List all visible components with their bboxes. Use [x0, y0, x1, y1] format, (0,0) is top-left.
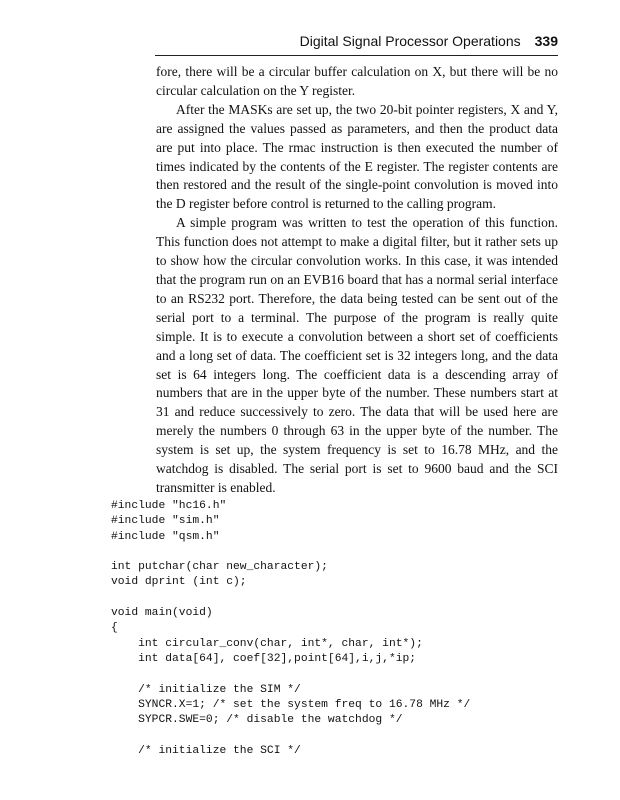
code-line: #include "qsm.h"	[111, 530, 220, 543]
running-header	[0, 32, 558, 50]
body-text	[156, 63, 558, 498]
code-line-blank	[111, 667, 470, 682]
code-line: /* initialize the SCI */	[111, 744, 301, 757]
code-line: /* initialize the SIM */	[111, 683, 301, 696]
code-line: {	[111, 622, 118, 635]
code-line: SYPCR.SWE=0; /* disable the watchdog */	[111, 714, 403, 727]
code-line: #include "sim.h"	[111, 515, 220, 528]
code-line: SYNCR.X=1; /* set the system freq to 16.78 MHz */	[111, 698, 471, 711]
code-line-blank	[111, 591, 470, 606]
chapter-title: Digital Signal Processor Operations	[299, 33, 521, 49]
code-line: #include "hc16.h"	[111, 500, 227, 512]
code-line-blank	[111, 728, 470, 743]
paragraph-mask-setup: After the MASKs are set up, the two 20-bit pointer registers, X and Y, are assigned the values passed as parameters, and then the product data are put into place. The rmac instruction is then executed the number of times indicated by the contents of the E register. The register contents are then restored and the result of the single-point convolution is moved into the D register before control is returned to the calling program.	[156, 101, 558, 212]
code-line: void main(void)	[111, 607, 213, 620]
code-line-blank	[111, 545, 470, 560]
code-line: void dprint (int c);	[111, 576, 247, 589]
page-number: 339	[534, 33, 558, 49]
code-listing	[111, 499, 470, 759]
paragraph-test-program: A simple program was written to test the operation of this function. This function does not attempt to make a digital filter, but it rather sets up to show how the circular convolution works. In this case, it was intended that the program run on an EVB16 board that has a normal serial interface to an RS232 port. Therefore, the data being tested can be sent out of the serial port to a terminal. The purpose of the program is really quite simple. It is to execute a convolution between a short set of coefficients and a long set of data. The coefficient set is 32 integers long, and the data set is 64 integers long. The coefficient data is a descending array of numbers that are in the upper byte of the number. These numbers start at 31 and reduce successively to zero. The data that will be used here are merely the numbers 0 through 63 in the upper byte of the number. The system is set up, the system frequency is set to 16.78 MHz, and the watchdog is disabled. The serial port is set to 9600 baud and the SCI transmitter is enabled.	[156, 215, 558, 495]
code-line: int data[64], coef[32],point[64],i,j,*ip;	[111, 652, 417, 665]
header-rule	[155, 55, 558, 56]
code-line: int putchar(char new_character);	[111, 561, 328, 574]
code-line: int circular_conv(char, int*, char, int*);	[111, 637, 423, 650]
paragraph-continuation: fore, there will be a circular buffer calculation on X, but there will be no circular calculation on the Y register.	[156, 64, 558, 98]
